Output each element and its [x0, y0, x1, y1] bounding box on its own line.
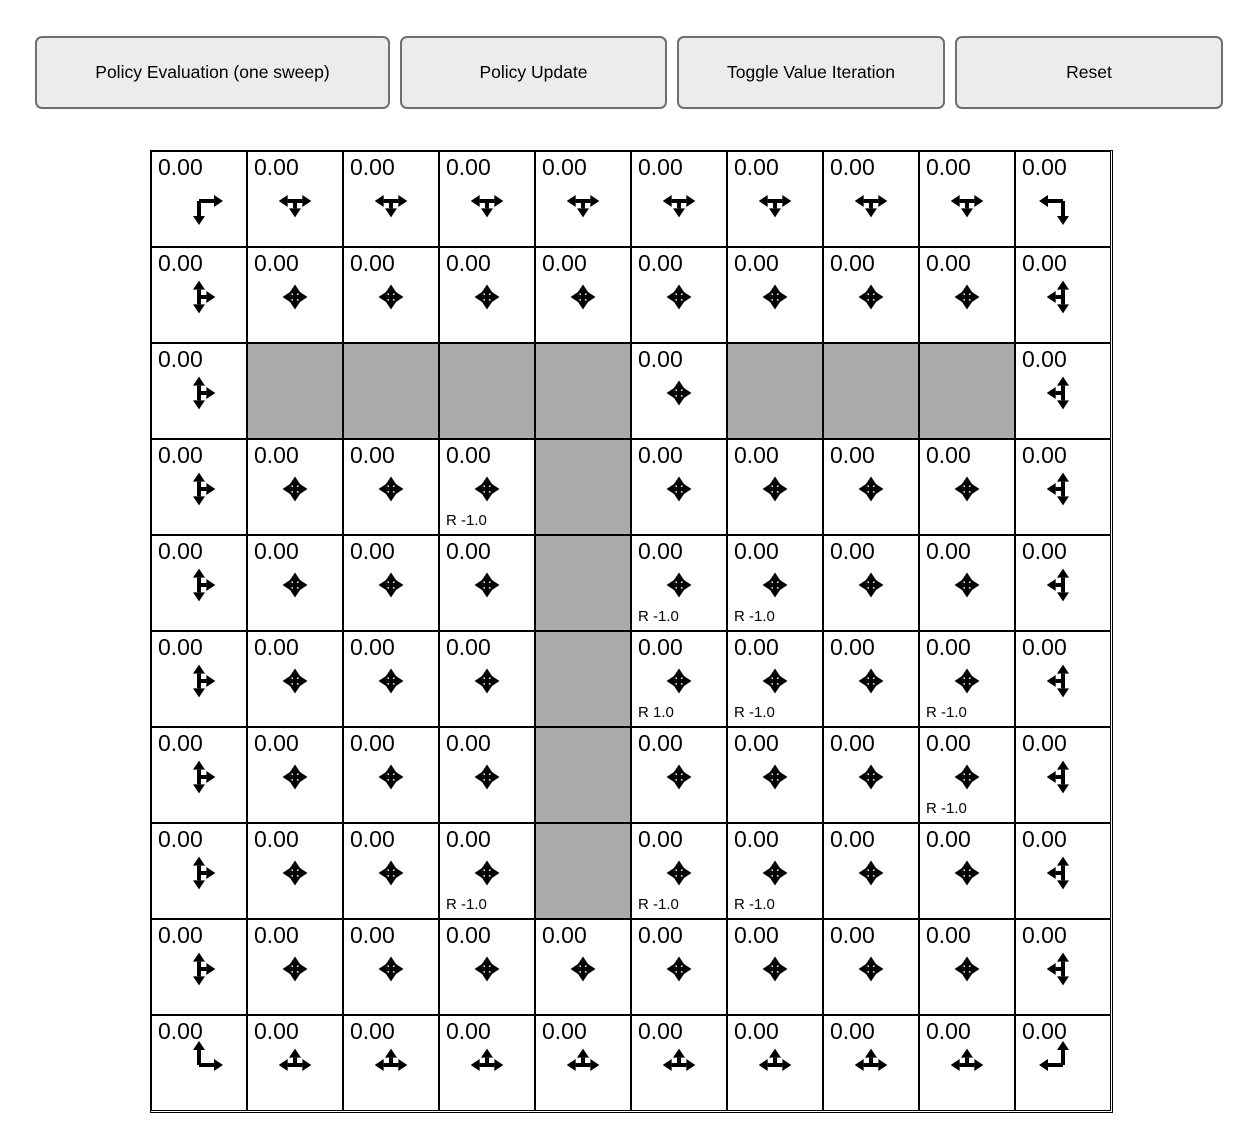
- policy-arrows-icon: [1033, 1035, 1093, 1095]
- grid-cell[interactable]: [439, 247, 535, 343]
- grid-cell[interactable]: [823, 535, 919, 631]
- policy-arrows-icon: [265, 171, 325, 231]
- policy-update-button[interactable]: Policy Update: [400, 36, 667, 109]
- policy-arrows-icon: [649, 171, 709, 231]
- grid-cell[interactable]: [151, 1015, 247, 1111]
- cell-value: 0.00: [1022, 442, 1067, 468]
- cell-value: 0.00: [350, 1018, 395, 1044]
- wall-cell: [535, 343, 631, 439]
- cell-value: 0.00: [254, 538, 299, 564]
- reset-button[interactable]: Reset: [955, 36, 1223, 109]
- grid-cell[interactable]: [727, 535, 823, 631]
- cell-value: 0.00: [542, 154, 587, 180]
- cell-reward: R -1.0: [638, 608, 679, 625]
- policy-arrows-icon: [745, 843, 805, 903]
- policy-arrows-icon: [937, 555, 997, 615]
- policy-arrows-icon: [553, 939, 613, 999]
- policy-arrows-icon: [169, 1035, 229, 1095]
- policy-arrows-icon: [361, 555, 421, 615]
- grid-cell[interactable]: [1015, 823, 1111, 919]
- policy-arrows-icon: [649, 459, 709, 519]
- cell-value: 0.00: [158, 250, 203, 276]
- grid-cell[interactable]: [727, 727, 823, 823]
- grid-cell[interactable]: [439, 919, 535, 1015]
- policy-arrows-icon: [169, 555, 229, 615]
- policy-arrows-icon: [937, 1035, 997, 1095]
- cell-value: 0.00: [926, 634, 971, 660]
- policy-arrows-icon: [937, 843, 997, 903]
- policy-arrows-icon: [169, 459, 229, 519]
- grid-cell[interactable]: [631, 823, 727, 919]
- grid-cell[interactable]: [1015, 151, 1111, 247]
- policy-arrows-icon: [457, 843, 517, 903]
- policy-arrows-icon: [745, 555, 805, 615]
- policy-arrows-icon: [169, 651, 229, 711]
- policy-arrows-icon: [361, 843, 421, 903]
- grid-cell[interactable]: [1015, 535, 1111, 631]
- policy-arrows-icon: [1033, 555, 1093, 615]
- cell-value: 0.00: [254, 1018, 299, 1044]
- grid-cell[interactable]: [1015, 631, 1111, 727]
- cell-value: 0.00: [1022, 346, 1067, 372]
- grid-cell[interactable]: [823, 247, 919, 343]
- cell-value: 0.00: [158, 922, 203, 948]
- cell-value: 0.00: [830, 250, 875, 276]
- grid-cell[interactable]: [247, 727, 343, 823]
- grid-cell[interactable]: [823, 919, 919, 1015]
- cell-value: 0.00: [830, 1018, 875, 1044]
- cell-value: 0.00: [734, 538, 779, 564]
- policy-arrows-icon: [265, 267, 325, 327]
- policy-arrows-icon: [841, 651, 901, 711]
- grid-cell[interactable]: [247, 151, 343, 247]
- grid-cell[interactable]: [727, 1015, 823, 1111]
- grid-cell[interactable]: [1015, 919, 1111, 1015]
- policy-arrows-icon: [937, 939, 997, 999]
- cell-value: 0.00: [926, 826, 971, 852]
- cell-value: 0.00: [1022, 634, 1067, 660]
- cell-value: 0.00: [1022, 154, 1067, 180]
- wall-cell: [535, 535, 631, 631]
- policy-arrows-icon: [745, 747, 805, 807]
- cell-value: 0.00: [1022, 730, 1067, 756]
- cell-value: 0.00: [638, 634, 683, 660]
- grid-cell[interactable]: [1015, 1015, 1111, 1111]
- policy-arrows-icon: [169, 171, 229, 231]
- cell-value: 0.00: [830, 634, 875, 660]
- grid-cell[interactable]: [631, 727, 727, 823]
- grid-cell[interactable]: [727, 631, 823, 727]
- cell-value: 0.00: [158, 442, 203, 468]
- policy-arrows-icon: [841, 1035, 901, 1095]
- policy-arrows-icon: [937, 171, 997, 231]
- policy-arrows-icon: [265, 651, 325, 711]
- cell-value: 0.00: [638, 346, 683, 372]
- policy-arrows-icon: [361, 939, 421, 999]
- policy-arrows-icon: [265, 1035, 325, 1095]
- cell-value: 0.00: [254, 442, 299, 468]
- policy-arrows-icon: [649, 747, 709, 807]
- cell-value: 0.00: [638, 250, 683, 276]
- grid-cell[interactable]: [439, 439, 535, 535]
- grid-cell[interactable]: [727, 823, 823, 919]
- policy-arrows-icon: [361, 651, 421, 711]
- cell-value: 0.00: [638, 1018, 683, 1044]
- grid-cell[interactable]: [919, 1015, 1015, 1111]
- grid-cell[interactable]: [247, 823, 343, 919]
- policy-arrows-icon: [553, 267, 613, 327]
- policy-arrows-icon: [361, 459, 421, 519]
- policy-arrows-icon: [361, 171, 421, 231]
- gridworld-grid: [150, 150, 1113, 1113]
- grid-cell[interactable]: [151, 439, 247, 535]
- wall-cell: [727, 343, 823, 439]
- grid-cell[interactable]: [439, 631, 535, 727]
- policy-arrows-icon: [1033, 651, 1093, 711]
- cell-value: 0.00: [638, 538, 683, 564]
- policy-arrows-icon: [649, 651, 709, 711]
- grid-cell[interactable]: [823, 1015, 919, 1111]
- toggle-value-iteration-button[interactable]: Toggle Value Iteration: [677, 36, 945, 109]
- cell-value: 0.00: [350, 922, 395, 948]
- grid-cell[interactable]: [1015, 439, 1111, 535]
- grid-cell[interactable]: [919, 919, 1015, 1015]
- cell-value: 0.00: [734, 634, 779, 660]
- grid-cell[interactable]: [151, 247, 247, 343]
- policy-arrows-icon: [745, 171, 805, 231]
- cell-value: 0.00: [350, 634, 395, 660]
- cell-value: 0.00: [158, 826, 203, 852]
- cell-value: 0.00: [350, 826, 395, 852]
- grid-cell[interactable]: [439, 151, 535, 247]
- policy-arrows-icon: [169, 363, 229, 423]
- grid-cell[interactable]: [919, 727, 1015, 823]
- cell-reward: R -1.0: [926, 704, 967, 721]
- cell-value: 0.00: [830, 826, 875, 852]
- cell-value: 0.00: [350, 442, 395, 468]
- cell-value: 0.00: [446, 154, 491, 180]
- grid-cell[interactable]: [535, 919, 631, 1015]
- grid-cell[interactable]: [151, 343, 247, 439]
- cell-value: 0.00: [254, 634, 299, 660]
- cell-value: 0.00: [734, 250, 779, 276]
- cell-value: 0.00: [734, 922, 779, 948]
- toolbar: [35, 36, 1223, 109]
- wall-cell: [823, 343, 919, 439]
- cell-value: 0.00: [254, 922, 299, 948]
- cell-value: 0.00: [638, 154, 683, 180]
- grid-cell[interactable]: [151, 727, 247, 823]
- grid-cell[interactable]: [919, 631, 1015, 727]
- grid-cell[interactable]: [439, 727, 535, 823]
- grid-cell[interactable]: [631, 919, 727, 1015]
- policy-arrows-icon: [457, 459, 517, 519]
- grid-cell[interactable]: [343, 151, 439, 247]
- policy-arrows-icon: [1033, 363, 1093, 423]
- grid-cell[interactable]: [151, 631, 247, 727]
- policy-arrows-icon: [265, 939, 325, 999]
- grid-cell[interactable]: [823, 823, 919, 919]
- grid-cell[interactable]: [727, 151, 823, 247]
- cell-value: 0.00: [254, 154, 299, 180]
- cell-value: 0.00: [638, 922, 683, 948]
- cell-value: 0.00: [446, 634, 491, 660]
- cell-value: 0.00: [158, 538, 203, 564]
- wall-cell: [343, 343, 439, 439]
- cell-value: 0.00: [926, 922, 971, 948]
- grid-cell[interactable]: [919, 823, 1015, 919]
- policy-arrows-icon: [841, 555, 901, 615]
- grid-cell[interactable]: [343, 823, 439, 919]
- grid-cell[interactable]: [247, 247, 343, 343]
- grid-cell[interactable]: [1015, 727, 1111, 823]
- cell-value: 0.00: [446, 442, 491, 468]
- policy-arrows-icon: [841, 939, 901, 999]
- policy-arrows-icon: [457, 171, 517, 231]
- grid-cell[interactable]: [343, 535, 439, 631]
- cell-value: 0.00: [734, 442, 779, 468]
- cell-value: 0.00: [158, 346, 203, 372]
- policy-arrows-icon: [937, 747, 997, 807]
- grid-cell[interactable]: [919, 247, 1015, 343]
- cell-value: 0.00: [542, 922, 587, 948]
- policy-arrows-icon: [457, 651, 517, 711]
- grid-cell[interactable]: [247, 919, 343, 1015]
- policy-arrows-icon: [649, 555, 709, 615]
- grid-cell[interactable]: [631, 1015, 727, 1111]
- policy-arrows-icon: [169, 939, 229, 999]
- grid-cell[interactable]: [439, 535, 535, 631]
- cell-value: 0.00: [734, 154, 779, 180]
- policy-arrows-icon: [553, 1035, 613, 1095]
- cell-value: 0.00: [254, 730, 299, 756]
- grid-cell[interactable]: [151, 535, 247, 631]
- policy-arrows-icon: [1033, 459, 1093, 519]
- policy-arrows-icon: [745, 1035, 805, 1095]
- policy-arrows-icon: [265, 843, 325, 903]
- grid-cell[interactable]: [343, 631, 439, 727]
- cell-value: 0.00: [734, 1018, 779, 1044]
- cell-value: 0.00: [1022, 922, 1067, 948]
- cell-value: 0.00: [1022, 1018, 1067, 1044]
- policy-arrows-icon: [169, 267, 229, 327]
- grid-cell[interactable]: [1015, 343, 1111, 439]
- cell-reward: R -1.0: [926, 800, 967, 817]
- cell-value: 0.00: [926, 730, 971, 756]
- wall-cell: [919, 343, 1015, 439]
- grid-cell[interactable]: [823, 439, 919, 535]
- policy-arrows-icon: [1033, 843, 1093, 903]
- grid-cell[interactable]: [727, 919, 823, 1015]
- policy-arrows-icon: [745, 459, 805, 519]
- grid-cell[interactable]: [439, 823, 535, 919]
- grid-cell[interactable]: [535, 247, 631, 343]
- policy-arrows-icon: [457, 555, 517, 615]
- policy-arrows-icon: [169, 747, 229, 807]
- cell-reward: R 1.0: [638, 704, 674, 721]
- cell-value: 0.00: [446, 538, 491, 564]
- policy-arrows-icon: [649, 267, 709, 327]
- cell-reward: R -1.0: [446, 896, 487, 913]
- policy-arrows-icon: [265, 555, 325, 615]
- grid-cell[interactable]: [151, 823, 247, 919]
- policy-arrows-icon: [361, 1035, 421, 1095]
- wall-cell: [535, 631, 631, 727]
- cell-value: 0.00: [446, 1018, 491, 1044]
- cell-reward: R -1.0: [734, 896, 775, 913]
- cell-value: 0.00: [446, 826, 491, 852]
- cell-value: 0.00: [830, 538, 875, 564]
- cell-value: 0.00: [638, 730, 683, 756]
- grid-cell[interactable]: [823, 151, 919, 247]
- wall-cell: [439, 343, 535, 439]
- policy-arrows-icon: [937, 459, 997, 519]
- policy-arrows-icon: [649, 939, 709, 999]
- wall-cell: [535, 727, 631, 823]
- cell-value: 0.00: [350, 154, 395, 180]
- grid-cell[interactable]: [247, 439, 343, 535]
- grid-cell[interactable]: [1015, 247, 1111, 343]
- grid-cell[interactable]: [247, 631, 343, 727]
- wall-cell: [535, 439, 631, 535]
- cell-value: 0.00: [1022, 250, 1067, 276]
- policy-arrows-icon: [457, 267, 517, 327]
- cell-value: 0.00: [350, 250, 395, 276]
- cell-value: 0.00: [830, 442, 875, 468]
- policy-arrows-icon: [361, 267, 421, 327]
- grid-cell[interactable]: [439, 1015, 535, 1111]
- grid-cell[interactable]: [631, 247, 727, 343]
- cell-value: 0.00: [830, 154, 875, 180]
- grid-cell[interactable]: [247, 1015, 343, 1111]
- policy-arrows-icon: [745, 267, 805, 327]
- policy-arrows-icon: [745, 651, 805, 711]
- cell-value: 0.00: [926, 442, 971, 468]
- cell-value: 0.00: [542, 250, 587, 276]
- cell-value: 0.00: [542, 1018, 587, 1044]
- grid-cell[interactable]: [727, 247, 823, 343]
- grid-cell[interactable]: [823, 727, 919, 823]
- cell-value: 0.00: [158, 154, 203, 180]
- cell-value: 0.00: [830, 922, 875, 948]
- cell-value: 0.00: [158, 634, 203, 660]
- policy-arrows-icon: [457, 939, 517, 999]
- grid-cell[interactable]: [535, 1015, 631, 1111]
- policy-arrows-icon: [841, 267, 901, 327]
- policy-arrows-icon: [649, 843, 709, 903]
- grid-cell[interactable]: [823, 631, 919, 727]
- grid-cell[interactable]: [343, 1015, 439, 1111]
- policy-arrows-icon: [265, 747, 325, 807]
- policy-arrows-icon: [361, 747, 421, 807]
- cell-value: 0.00: [926, 1018, 971, 1044]
- policy-arrows-icon: [841, 843, 901, 903]
- grid-cell[interactable]: [919, 439, 1015, 535]
- grid-cell[interactable]: [631, 439, 727, 535]
- grid-cell[interactable]: [343, 727, 439, 823]
- cell-reward: R -1.0: [734, 608, 775, 625]
- policy-arrows-icon: [169, 843, 229, 903]
- policy-arrows-icon: [457, 747, 517, 807]
- cell-value: 0.00: [158, 1018, 203, 1044]
- policy-arrows-icon: [1033, 267, 1093, 327]
- cell-value: 0.00: [446, 922, 491, 948]
- grid-cell[interactable]: [343, 247, 439, 343]
- grid-cell[interactable]: [631, 631, 727, 727]
- cell-reward: R -1.0: [446, 512, 487, 529]
- cell-value: 0.00: [638, 442, 683, 468]
- policy-arrows-icon: [1033, 939, 1093, 999]
- policy-arrows-icon: [265, 459, 325, 519]
- cell-value: 0.00: [926, 154, 971, 180]
- grid-cell[interactable]: [631, 151, 727, 247]
- wall-cell: [535, 823, 631, 919]
- cell-reward: R -1.0: [638, 896, 679, 913]
- cell-value: 0.00: [1022, 538, 1067, 564]
- policy-arrows-icon: [841, 747, 901, 807]
- policy-arrows-icon: [1033, 747, 1093, 807]
- policy-arrows-icon: [649, 363, 709, 423]
- policy-arrows-icon: [937, 651, 997, 711]
- grid-cell[interactable]: [343, 439, 439, 535]
- grid-cell[interactable]: [535, 151, 631, 247]
- policy-arrows-icon: [1033, 171, 1093, 231]
- cell-value: 0.00: [830, 730, 875, 756]
- grid-cell[interactable]: [919, 535, 1015, 631]
- grid-cell[interactable]: [343, 919, 439, 1015]
- cell-value: 0.00: [158, 730, 203, 756]
- policy-evaluation-button[interactable]: Policy Evaluation (one sweep): [35, 36, 390, 109]
- policy-arrows-icon: [745, 939, 805, 999]
- grid-cell[interactable]: [631, 535, 727, 631]
- grid-cell[interactable]: [727, 439, 823, 535]
- cell-value: 0.00: [254, 250, 299, 276]
- wall-cell: [247, 343, 343, 439]
- policy-arrows-icon: [457, 1035, 517, 1095]
- cell-value: 0.00: [350, 538, 395, 564]
- policy-arrows-icon: [841, 459, 901, 519]
- policy-arrows-icon: [649, 1035, 709, 1095]
- grid-cell[interactable]: [151, 919, 247, 1015]
- policy-arrows-icon: [553, 171, 613, 231]
- cell-reward: R -1.0: [734, 704, 775, 721]
- grid-cell[interactable]: [919, 151, 1015, 247]
- cell-value: 0.00: [926, 250, 971, 276]
- policy-arrows-icon: [841, 171, 901, 231]
- cell-value: 0.00: [734, 730, 779, 756]
- cell-value: 0.00: [926, 538, 971, 564]
- cell-value: 0.00: [446, 730, 491, 756]
- grid-cell[interactable]: [151, 151, 247, 247]
- cell-value: 0.00: [1022, 826, 1067, 852]
- grid-cell[interactable]: [247, 535, 343, 631]
- cell-value: 0.00: [446, 250, 491, 276]
- cell-value: 0.00: [254, 826, 299, 852]
- grid-cell[interactable]: [631, 343, 727, 439]
- cell-value: 0.00: [350, 730, 395, 756]
- policy-arrows-icon: [937, 267, 997, 327]
- cell-value: 0.00: [638, 826, 683, 852]
- cell-value: 0.00: [734, 826, 779, 852]
